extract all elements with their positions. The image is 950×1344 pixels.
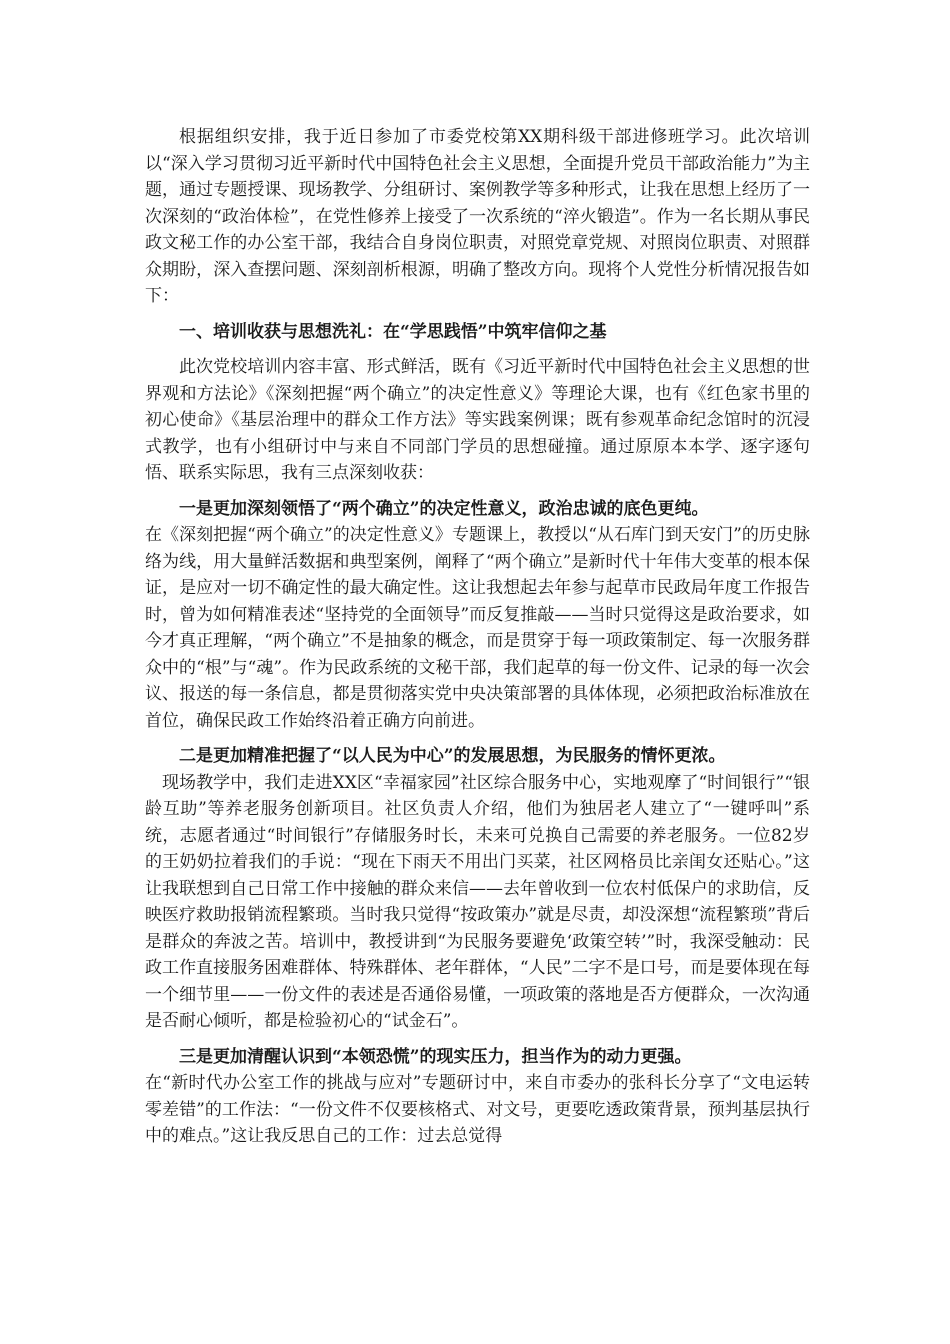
document-page [145,124,810,1159]
intro-paragraph: 根据组织安排，我于近日参加了市委党校第XX期科级干部进修班学习。此次培训以“深入学习贯彻习近平新时代中国特色社会主义思想，全面提升党员干部政治能力”为主题，通过专题授课、现场教学、分组研讨、案例教学等多种形式，让我在思想上经历了一次深刻的“政治体检”，在党性修养上接受了一次系统的“淬火锻造”。作为一名长期从事民政文秘工作的办公室干部，我结合自身岗位职责，对照党章党规、对照岗位职责、对照群众期盼，深入查摆问题、深刻剖析根源，明确了整改方向。现将个人党性分析情况报告如下： [145,127,810,306]
point-2-block [145,743,810,1035]
point-1-block [145,496,810,735]
point-2-body: 现场教学中，我们走进XX区“幸福家园”社区综合服务中心，实地观摩了“时间银行”“银龄互助”等养老服务创新项目。社区负责人介绍，他们为独居老人建立了“一键呼叫”系统，志愿者通过“时间银行”存储服务时长，未来可兑换自己需要的养老服务。一位82岁的王奶奶拉着我们的手说：“现在下雨天不用出门买菜，社区网格员比亲闺女还贴心。”这让我联想到自己日常工作中接触的群众来信——去年曾收到一位农村低保户的求助信，反映医疗救助报销流程繁琐。当时我只觉得“按政策办”就是尽责，却没深想“流程繁琐”背后是群众的奔波之苦。培训中，教授讲到“为民服务要避免‘政策空转’”时，我深受触动：民政工作直接服务困难群体、特殊群体、老年群体，“人民”二字不是口号，而是要体现在每一个细节里——一份文件的表述是否通俗易懂，一项政策的落地是否方便群众，一次沟通是否耐心倾听，都是检验初心的“试金石”。 [145,772,810,1031]
point-3-block [145,1044,810,1150]
point-3-lead: 三是更加清醒认识到“本领恐慌”的现实压力，担当作为的动力更强。 [179,1046,692,1067]
section-1-heading: 一、培训收获与思想洗礼：在“学思践悟”中筑牢信仰之基 [179,321,607,342]
point-3-body: 在“新时代办公室工作的挑战与应对”专题研讨中，来自市委办的张科长分享了“文电运转零差错”的工作法：“一份文件不仅要核格式、对文号，更要吃透政策背景，预判基层执行中的难点。”这让我反思自己的工作：过去总觉得 [145,1073,810,1146]
point-2-lead: 二是更加精准把握了“以人民为中心”的发展思想，为民服务的情怀更浓。 [179,746,726,766]
point-1-body: 在《深刻把握“两个确立”的决定性意义》专题课上，教授以“从石库门到天安门”的历史脉络为线，用大量鲜活数据和典型案例，阐释了“两个确立”是新时代十年伟大变革的根本保证，是应对一切不确定性的最大确定性。这让我想起去年参与起草市民政局年度工作报告时，曾为如何精准表述“坚持党的全面领导”而反复推敲——当时只觉得这是政治要求，如今才真正理解，“两个确立”不是抽象的概念，而是贯穿于每一项政策制定、每一次服务群众中的“根”与“魂”。作为民政系统的文秘干部，我们起草的每一份文件、记录的每一次会议、报送的每一条信息，都是贯彻落实党中央决策部署的具体体现，必须把政治标准放在首位，确保民政工作始终沿着正确方向前进。 [145,525,810,731]
point-1-lead: 一是更加深刻领悟了“两个确立”的决定性意义，政治忠诚的底色更纯。 [179,498,709,519]
section-1-intro-paragraph: 此次党校培训内容丰富、形式鲜活，既有《习近平新时代中国特色社会主义思想的世界观和方法论》《深刻把握“两个确立”的决定性意义》等理论大课，也有《红色家书里的初心使命》《基层治理中的群众工作方法》等实践案例课；既有参观革命纪念馆时的沉浸式教学，也有小组研讨中与来自不同部门学员的思想碰撞。通过原原本本学、逐字逐句悟、联系实际思，我有三点深刻收获： [145,357,810,483]
